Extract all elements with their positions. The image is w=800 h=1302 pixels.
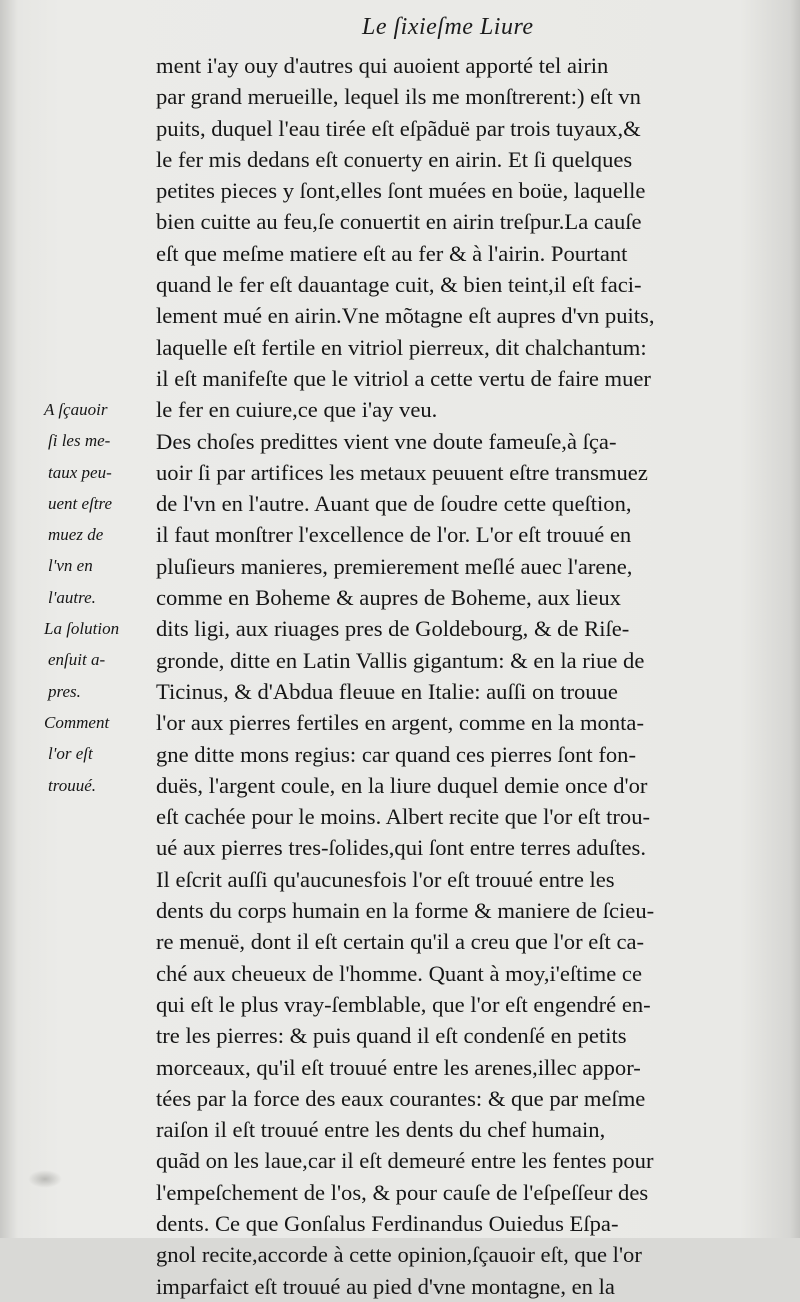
- text-line: quand le fer eſt dauantage cuit, & bien teint,il eſt faci-: [156, 272, 642, 298]
- running-head: Le ſixieſme Liure: [362, 14, 534, 40]
- text-line: quãd on les laue,car il eſt demeuré entre les fentes pour: [156, 1148, 654, 1174]
- margin-note-line: taux peu-: [48, 462, 112, 482]
- text-line: qui eſt le plus vray-ſemblable, que l'or eſt engendré en-: [156, 991, 651, 1017]
- text-line: ment i'ay ouy d'autres qui auoient apporté tel airin: [156, 53, 609, 78]
- text-line: dents du corps humain en la forme & maniere de ſcieu-: [156, 898, 655, 924]
- text-line: raiſon il eſt trouué entre les dents du chef humain,: [156, 1117, 606, 1143]
- text-line: il faut monſtrer l'excellence de l'or. L'or eſt trouué en: [156, 522, 632, 548]
- text-line: tées par la force des eaux courantes: & que par meſme: [156, 1085, 646, 1111]
- text-line: gnol recite,accorde à cette opinion,ſçauoir eſt, que l'or: [156, 1242, 642, 1268]
- text-line: duës, l'argent coule, en la liure duquel demie once d'or: [156, 772, 648, 798]
- margin-note-line: La ſolution: [44, 619, 120, 639]
- margin-note-line: enſuit a-: [48, 650, 106, 670]
- margin-note-line: A ſçauoir: [44, 400, 108, 419]
- text-line: il eſt manifeſte que le vitriol a cette vertu de faire muer: [156, 365, 651, 391]
- text-line: le fer en cuiure,ce que i'ay veu.: [156, 397, 438, 423]
- margin-note-line: trouué.: [48, 775, 97, 795]
- text-line: uoir ſi par artifices les metaux peuuent eſtre transmuez: [156, 459, 648, 485]
- text-line: Des choſes predittes vient vne doute fameuſe,à ſça-: [156, 428, 617, 454]
- text-line: par grand merueille, lequel ils me monſtrerent:) eſt vn: [156, 84, 641, 110]
- text-line: Il eſcrit auſſi qu'aucunesfois l'or eſt trouué entre les: [156, 866, 615, 892]
- margin-note-line: l'vn en: [48, 556, 93, 576]
- text-line: l'empeſchement de l'os, & pour cauſe de l'eſpeſſeur des: [156, 1179, 649, 1205]
- text-line: puits, duquel l'eau tirée eſt eſpãduë par trois tuyaux,&: [156, 115, 641, 141]
- text-line: comme en Boheme & aupres de Boheme, aux lieux: [156, 585, 621, 611]
- text-line: l'or aux pierres fertiles en argent, comme en la monta-: [156, 710, 644, 736]
- text-line: lement mué en airin.Vne mõtagne eſt aupres d'vn puits,: [156, 303, 655, 329]
- text-line: tre les pierres: & puis quand il eſt condenſé en petits: [156, 1023, 627, 1049]
- ink-smudge: [28, 1170, 62, 1188]
- text-line: re menuë, dont il eſt certain qu'il a creu que l'or eſt ca-: [156, 929, 645, 955]
- margin-note-line: l'autre.: [48, 587, 96, 607]
- margin-note-line: ſi les me-: [48, 431, 111, 451]
- margin-note-line: pres.: [48, 681, 81, 701]
- body-text: [156, 50, 756, 1302]
- text-line: Ticinus, & d'Abdua fleuue en Italie: auſſi on trouue: [156, 678, 618, 704]
- text-line: dits ligi, aux riuages pres de Goldebourg, & de Riſe-: [156, 616, 630, 642]
- text-line: imparfaict eſt trouué au pied d'vne montagne, en la: [156, 1273, 615, 1299]
- margin-note-line: muez de: [48, 525, 104, 545]
- text-line: dents. Ce que Gonſalus Ferdinandus Ouiedus Eſpa-: [156, 1210, 619, 1236]
- text-line: eſt cachée pour le moins. Albert recite que l'or eſt trou-: [156, 804, 651, 830]
- text-line: gronde, ditte en Latin Vallis gigantum: & en la riue de: [156, 647, 645, 673]
- margin-note-line: Comment: [44, 712, 110, 732]
- margin-note-line: l'or eſt: [48, 744, 93, 764]
- text-line: ué aux pierres tres-ſolides,qui ſont entre terres aduſtes.: [156, 835, 646, 861]
- text-line: eſt que meſme matiere eſt au fer & à l'airin. Pourtant: [156, 240, 628, 266]
- text-line: gne ditte mons regius: car quand ces pierres ſont fon-: [156, 741, 636, 767]
- text-line: le fer mis dedans eſt conuerty en airin. Et ſi quelques: [156, 146, 633, 172]
- margin-note-line: uent eſtre: [48, 493, 113, 513]
- text-line: morceaux, qu'il eſt trouué entre les arenes,illec appor-: [156, 1054, 641, 1080]
- text-line: petites pieces y ſont,elles ſont muées en boüe, laquelle: [156, 178, 646, 204]
- text-line: laquelle eſt fertile en vitriol pierreux, dit chalchantum:: [156, 334, 647, 360]
- text-line: bien cuitte au feu,ſe conuertit en airin treſpur.La cauſe: [156, 209, 642, 235]
- margin-notes: [44, 394, 156, 801]
- text-line: ché aux cheueux de l'homme. Quant à moy,i'eſtime ce: [156, 960, 642, 986]
- text-line: de l'vn en l'autre. Auant que de ſoudre cette queſtion,: [156, 491, 632, 517]
- text-line: pluſieurs manieres, premierement meſlé auec l'arene,: [156, 553, 633, 579]
